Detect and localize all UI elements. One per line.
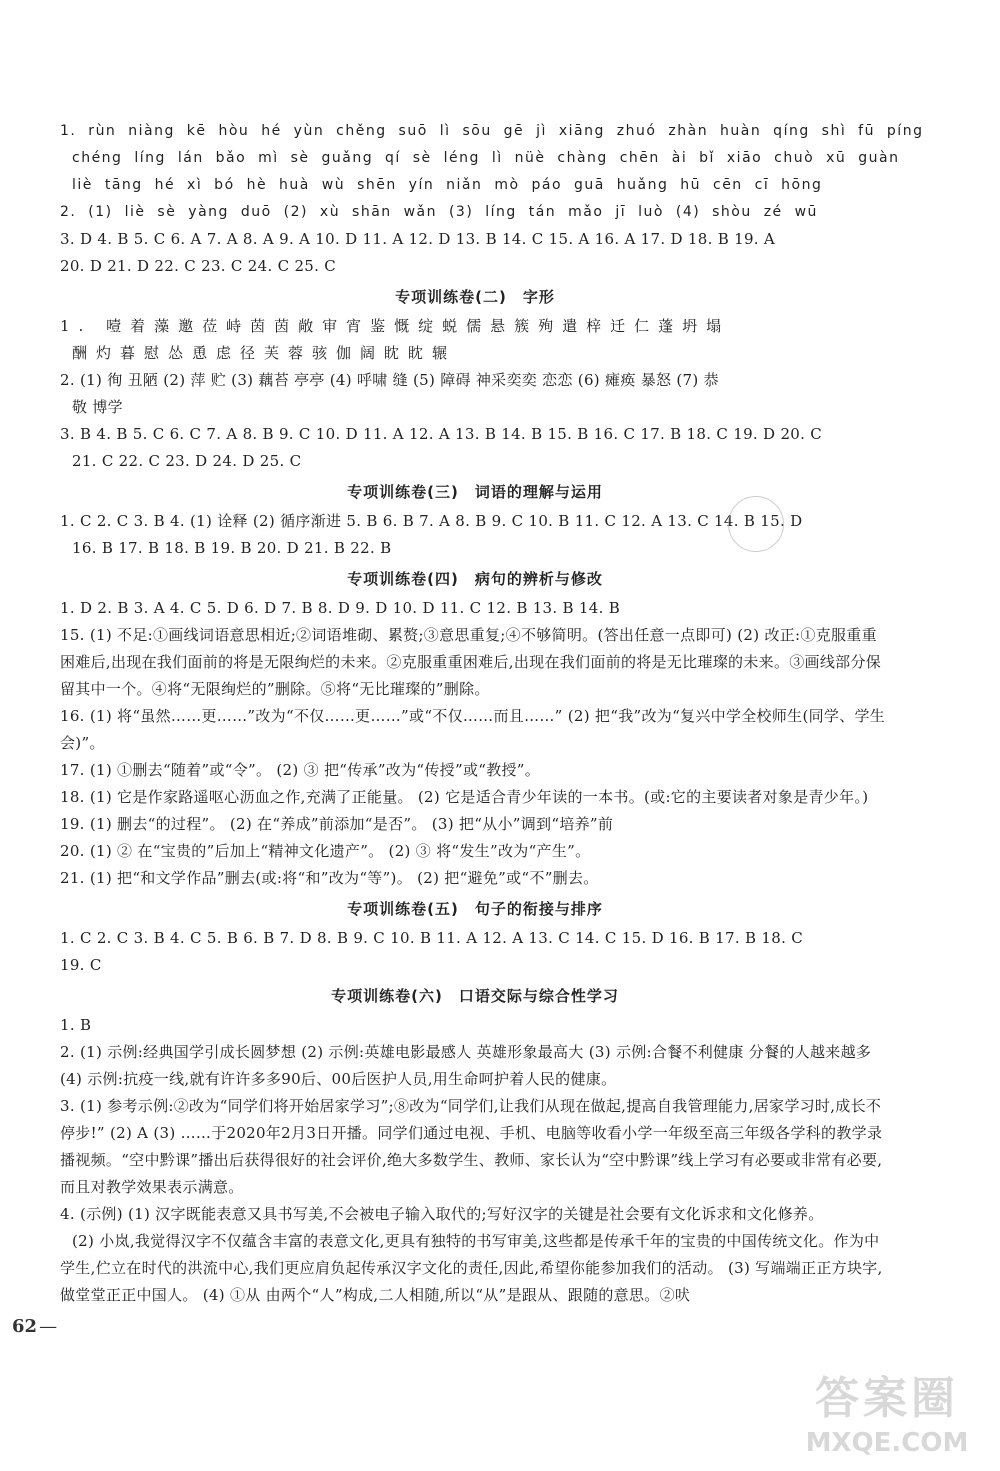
answer-page: [60, 118, 924, 1309]
section4-title: 专项训练卷(四): [347, 570, 459, 588]
section5-heading: [60, 896, 890, 923]
page-number: [12, 1316, 57, 1337]
section1-q3-line1: 3. D 4. B 5. C 6. A 7. A 8. A 9. A 10. D 11. A 12. D 13. B 14. C 15. A 16. A 17. D 18. B 19. A: [60, 230, 776, 248]
section2-q2-line1: 2. (1) 徇 丑陋 (2) 萍 贮 (3) 藕苔 亭亭 (4) 呼啸 缝 (5) 障碍 神采奕奕 恋恋 (6) 瘫痪 暴怒 (7) 恭: [60, 371, 719, 389]
section4-q16: 16. (1) 将“虽然……更……”改为“不仅……更……”或“不仅……而且……” (2) 把“我”改为“复兴中学全校师生(同学、学生会)”。: [60, 707, 886, 752]
section4-q19: 19. (1) 删去“的过程”。 (2) 在“养成”前添加“是否”。 (3) 把“从小”调到“培养”前: [60, 815, 614, 833]
section5-line1: 1. C 2. C 3. B 4. C 5. B 6. B 7. D 8. B 9. C 10. B 11. A 12. A 13. C 14. C 15. D 16. B 17. B 18. C: [60, 929, 803, 947]
page-number-dash: —: [39, 1316, 58, 1337]
watermark-text: 答案圈: [815, 1373, 959, 1424]
section6-heading: [60, 983, 890, 1010]
section6-subtitle: 口语交际与综合性学习: [458, 987, 619, 1005]
section4-line1: 1. D 2. B 3. A 4. C 5. D 6. D 7. B 8. D 9. D 10. D 11. C 12. B 13. B 14. B: [60, 599, 621, 617]
watermark-logo: [782, 1370, 992, 1465]
pinyin-line-3: liè tāng hé xì bó hè huà wù shēn yín niǎn mò páo guā huǎng hū cēn cī hōng: [72, 177, 823, 193]
section5-line2: 19. C: [60, 956, 102, 974]
section5-subtitle: 句子的衔接与排序: [474, 900, 603, 918]
section3-line1: 1. C 2. C 3. B 4. (1) 诠释 (2) 循序渐进 5. B 6. B 7. A 8. B 9. C 10. B 11. C 12. A 13. C 14. B 15. D: [60, 512, 803, 530]
section6-q2: 2. (1) 示例:经典国学引成长圆梦想 (2) 示例:英雄电影最感人 英雄形象最高大 (3) 示例:合餐不利健康 分餐的人越来越多 (4) 示例:抗疫一线,就有许许多多90后、00后医护人员,用生命呵护着人民的健康。: [60, 1043, 872, 1088]
section2-q3-line2: 21. C 22. C 23. D 24. D 25. C: [72, 452, 302, 470]
stamp-mark: [728, 496, 784, 552]
section3-line2: 16. B 17. B 18. B 19. B 20. D 21. B 22. B: [72, 539, 392, 557]
section4-q15: 15. (1) 不足:①画线词语意思相近;②词语堆砌、累赘;③意思重复;④不够简明。(答出任意一点即可) (2) 改正:①克服重重困难后,出现在我们面前的将是无限绚烂的未来。②克服重重困难后,出现在我们面前的将是无比璀璨的未来。③画线部分保留其中一个。④将“无限绚烂的”删除。⑤将“无比璀璨的”删除。: [60, 626, 882, 698]
section3-title: 专项训练卷(三): [347, 483, 459, 501]
section4-subtitle: 病句的辨析与修改: [474, 570, 603, 588]
section2-q2-line2: 敬 博学: [72, 398, 123, 416]
section2-q1-line1: 1. 噎着藻邀莅峙茵茵敞审宵鉴慨绽蜕儒悬簇殉遣梓迁仁蓬坍塌: [60, 317, 731, 335]
pinyin-q2: 2. (1) liè sè yàng duō (2) xù shān wǎn (3) líng tán mǎo jī luò (4) shòu zé wū: [60, 204, 818, 220]
pinyin-line-1: 1. rùn niàng kē hòu hé yùn chěng suō lì sōu gē jì xiāng zhuó zhàn huàn qíng shì fū píng: [60, 123, 924, 139]
section2-heading: [60, 284, 890, 311]
section4-q20: 20. (1) ② 在“宝贵的”后加上“精神文化遗产”。 (2) ③ 将“发生”改为“产生”。: [60, 842, 591, 860]
section2-q1-line2: 酬灼暮慰怂恿虑径芙蓉骇伽阔眈眈辗: [72, 344, 457, 362]
section1-q3-line2: 20. D 21. D 22. C 23. C 24. C 25. C: [60, 257, 337, 275]
section2-q3-line1: 3. B 4. B 5. C 6. C 7. A 8. B 9. C 10. D 11. A 12. A 13. B 14. B 15. B 16. C 17. B 18. C 19. D 20. C: [60, 425, 823, 443]
section6-q1: 1. B: [60, 1016, 92, 1034]
section4-q21: 21. (1) 把“和文学作品”删去(或:将“和”改为“等”)。 (2) 把“避免”或“不”删去。: [60, 869, 599, 887]
section6-title: 专项训练卷(六): [331, 987, 443, 1005]
section6-q3: 3. (1) 参考示例:②改为“同学们将开始居家学习”;⑧改为“同学们,让我们从现在做起,提高自我管理能力,居家学习时,成长不停步!” (2) A (3) ……于2020年2月3日开播。同学们通过电视、手机、电脑等收看小学一年级至高三年级各学科的教学录播视频。“空中黔课”播出后获得很好的社会评价,绝大多数学生、教师、家长认为“空中黔课”线上学习有必要或非常有必要,而且对教学效果表示满意。: [60, 1097, 883, 1196]
pinyin-line-2: chéng líng lán bǎo mì sè guǎng qí sè léng lì nüè chàng chēn ài bǐ xiāo chuò xū guàn: [72, 150, 900, 166]
section6-q4a: 4. (示例) (1) 汉字既能表意又具书写美,不会被电子输入取代的;写好汉字的关键是社会要有文化诉求和文化修养。: [60, 1205, 824, 1223]
section5-title: 专项训练卷(五): [347, 900, 459, 918]
section2-subtitle: 字形: [522, 288, 555, 306]
section6-q4b: (2) 小岚,我觉得汉字不仅蕴含丰富的表意文化,更具有独特的书写审美,这些都是传承千年的宝贵的中国传统文化。作为中学生,伫立在时代的洪流中心,我们更应肩负起传承汉字文化的责任,因此,希望你能参加我们的活动。 (3) 写端端正正方块字,做堂堂正正中国人。 (4) ①从 由两个“人”构成,二人相随,所以“从”是跟从、跟随的意思。②吠: [60, 1232, 883, 1304]
section2-title: 专项训练卷(二): [395, 288, 507, 306]
section4-heading: [60, 566, 890, 593]
section4-q17: 17. (1) ①删去“随着”或“令”。 (2) ③ 把“传承”改为“传授”或“教授”。: [60, 761, 541, 779]
watermark-site: MXQE.COM: [805, 1428, 969, 1458]
section3-subtitle: 词语的理解与运用: [474, 483, 603, 501]
page-number-value: 62: [12, 1316, 38, 1337]
section4-q18: 18. (1) 它是作家路遥呕心沥血之作,充满了正能量。 (2) 它是适合青少年读的一本书。(或:它的主要读者对象是青少年。): [60, 788, 869, 806]
